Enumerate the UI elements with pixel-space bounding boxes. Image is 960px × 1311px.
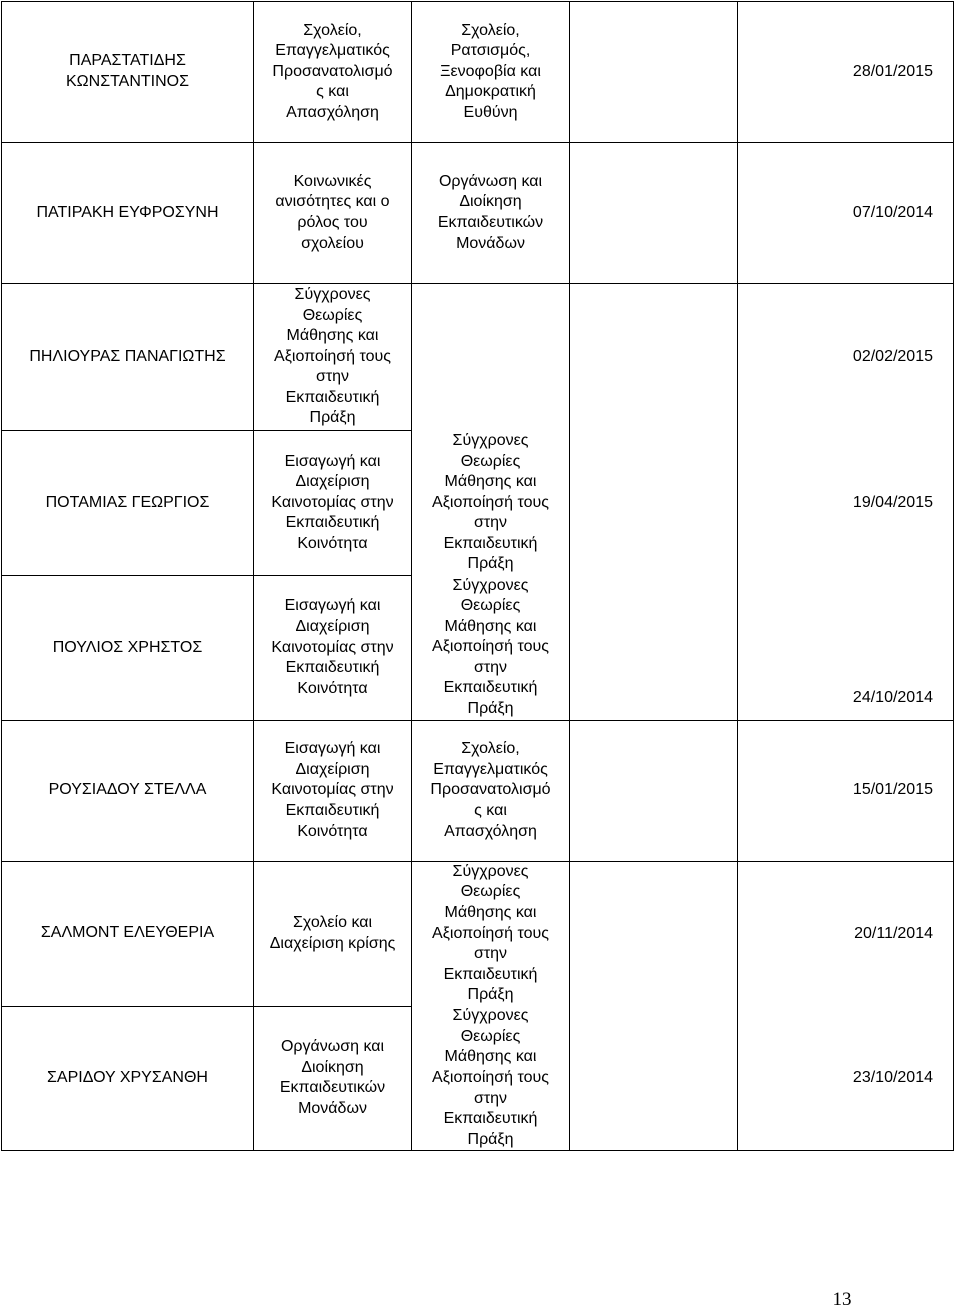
seminar-cell: Σχολείο και Διαχείριση κρίσης (254, 861, 412, 1006)
seminar-cell: Σύγχρονες Θεωρίες Μάθησης και Αξιοποίησή τους στην Εκπαιδευτική Πράξη (412, 861, 570, 1006)
empty-cell (570, 1006, 738, 1151)
name-cell: ΠΗΛΙΟΥΡΑΣ ΠΑΝΑΓΙΩΤΗΣ (2, 284, 254, 431)
name-cell: ΠΑΡΑΣΤΑΤΙΔΗΣ ΚΩΝΣΤΑΝΤΙΝΟΣ (2, 2, 254, 143)
seminar-cell: Σύγχρονες Θεωρίες Μάθησης και Αξιοποίησή τους στην Εκπαιδευτική Πράξη (412, 431, 570, 576)
seminar-cell: Σχολείο, Επαγγελματικός Προσανατολισμό ς και Απασχόληση (254, 2, 412, 143)
seminar-cell: Σύγχρονες Θεωρίες Μάθησης και Αξιοποίησή τους στην Εκπαιδευτική Πράξη (254, 284, 412, 431)
empty-cell (570, 720, 738, 861)
seminar-cell: Σχολείο, Ρατσισμός, Ξενοφοβία και Δημοκρατική Ευθύνη (412, 2, 570, 143)
empty-cell (570, 861, 738, 1006)
page-number: 13 (832, 1289, 852, 1310)
table-row (2, 720, 954, 861)
seminar-cell: Κοινωνικές ανισότητες και ο ρόλος του σχολείου (254, 143, 412, 284)
seminar-cell: Οργάνωση και Διοίκηση Εκπαιδευτικών Μονάδων (254, 1006, 412, 1151)
seminar-cell: Εισαγωγή και Διαχείριση Καινοτομίας στην Εκπαιδευτική Κοινότητα (254, 576, 412, 721)
name-cell: ΠΟΥΛΙΟΣ ΧΡΗΣΤΟΣ (2, 576, 254, 721)
date-cell: 20/11/2014 (738, 861, 954, 1006)
empty-cell (570, 576, 738, 721)
date-cell: 19/04/2015 (738, 431, 954, 576)
trainers-table (1, 1, 954, 1151)
name-cell: ΠΑΤΙΡΑΚΗ ΕΥΦΡΟΣΥΝΗ (2, 143, 254, 284)
empty-cell (570, 431, 738, 576)
table-row (2, 284, 954, 431)
empty-cell (570, 2, 738, 143)
name-cell: ΡΟΥΣΙΑΔΟΥ ΣΤΕΛΛΑ (2, 720, 254, 861)
date-cell: 23/10/2014 (738, 1006, 954, 1151)
date-cell: 07/10/2014 (738, 143, 954, 284)
date-cell: 15/01/2015 (738, 720, 954, 861)
date-cell: 02/02/2015 (738, 284, 954, 431)
date-cell: 28/01/2015 (738, 2, 954, 143)
name-cell: ΣΑΛΜΟΝΤ ΕΛΕΥΘΕΡΙΑ (2, 861, 254, 1006)
seminar-cell: Σχολείο, Επαγγελματικός Προσανατολισμό ς και Απασχόληση (412, 720, 570, 861)
table-row (2, 1006, 954, 1151)
table-row (2, 576, 954, 721)
name-cell: ΣΑΡΙΔΟΥ ΧΡΥΣΑΝΘΗ (2, 1006, 254, 1151)
seminar-cell (412, 284, 570, 431)
seminar-cell: Οργάνωση και Διοίκηση Εκπαιδευτικών Μονάδων (412, 143, 570, 284)
empty-cell (570, 284, 738, 431)
seminar-cell: Σύγχρονες Θεωρίες Μάθησης και Αξιοποίησή τους στην Εκπαιδευτική Πράξη (412, 1006, 570, 1151)
seminar-cell: Εισαγωγή και Διαχείριση Καινοτομίας στην Εκπαιδευτική Κοινότητα (254, 720, 412, 861)
seminar-cell: Εισαγωγή και Διαχείριση Καινοτομίας στην Εκπαιδευτική Κοινότητα (254, 431, 412, 576)
name-cell: ΠΟΤΑΜΙΑΣ ΓΕΩΡΓΙΟΣ (2, 431, 254, 576)
table-row (2, 861, 954, 1006)
seminar-cell: Σύγχρονες Θεωρίες Μάθησης και Αξιοποίησή τους στην Εκπαιδευτική Πράξη (412, 576, 570, 721)
date-cell: 24/10/2014 (738, 576, 954, 721)
table-row (2, 431, 954, 576)
empty-cell (570, 143, 738, 284)
table-row (2, 2, 954, 143)
table-row (2, 143, 954, 284)
